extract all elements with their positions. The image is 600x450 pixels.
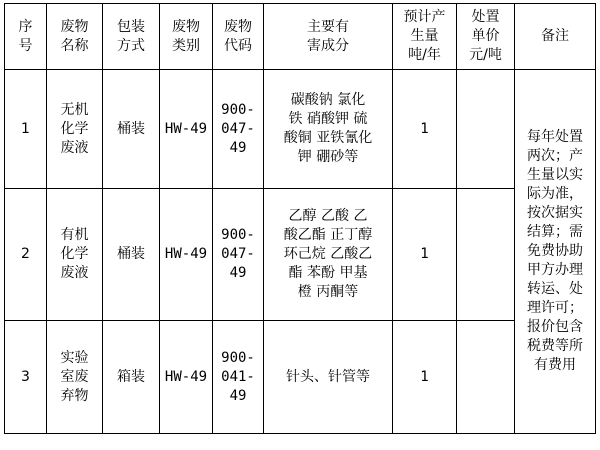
cell-waste-category: HW-49 xyxy=(160,321,213,434)
header-waste-name: 废物 名称 xyxy=(47,4,103,70)
header-remark: 备注 xyxy=(515,4,596,70)
cell-estimated-amount: 1 xyxy=(393,189,457,321)
cell-waste-code: 900- 041- 49 xyxy=(213,321,264,434)
header-waste-category: 废物 类别 xyxy=(160,4,213,70)
cell-waste-code: 900- 047- 49 xyxy=(213,70,264,189)
header-waste-code: 废物 代码 xyxy=(213,4,264,70)
cell-packing: 桶装 xyxy=(103,189,160,321)
cell-unit-price xyxy=(457,70,515,189)
cell-estimated-amount: 1 xyxy=(393,321,457,434)
cell-waste-name: 无机 化学 废液 xyxy=(47,70,103,189)
cell-estimated-amount: 1 xyxy=(393,70,457,189)
cell-no: 1 xyxy=(5,70,47,189)
table-row xyxy=(5,189,596,321)
header-estimated-amount: 预计产 生量 吨/年 xyxy=(393,4,457,70)
cell-no: 2 xyxy=(5,189,47,321)
header-hazardous-components: 主要有 害成分 xyxy=(264,4,393,70)
header-packing: 包装 方式 xyxy=(103,4,160,70)
cell-waste-category: HW-49 xyxy=(160,70,213,189)
cell-waste-category: HW-49 xyxy=(160,189,213,321)
table-row xyxy=(5,321,596,434)
hazardous-waste-table xyxy=(4,3,596,434)
cell-waste-code: 900- 047- 49 xyxy=(213,189,264,321)
header-unit-price: 处置 单价 元/吨 xyxy=(457,4,515,70)
table-row xyxy=(5,70,596,189)
cell-unit-price xyxy=(457,321,515,434)
cell-packing: 箱装 xyxy=(103,321,160,434)
cell-packing: 桶装 xyxy=(103,70,160,189)
cell-no: 3 xyxy=(5,321,47,434)
cell-remark: 每年处置 两次；产 生量以实 际为准， 按次据实 结算；需 免费协助 甲方办理 转运、处 理许可； 报价包含 税费等所 有费用 xyxy=(515,70,596,434)
cell-hazardous-components: 碳酸钠 氯化 铁 硝酸钾 硫 酸铜 亚铁氰化 钾 硼砂等 xyxy=(264,70,393,189)
cell-hazardous-components: 乙醇 乙酸 乙 酸乙酯 正丁醇 环己烷 乙酸乙 酯 苯酚 甲基 橙 丙酮等 xyxy=(264,189,393,321)
cell-waste-name: 实验 室废 弃物 xyxy=(47,321,103,434)
header-row xyxy=(5,4,596,70)
cell-waste-name: 有机 化学 废液 xyxy=(47,189,103,321)
cell-unit-price xyxy=(457,189,515,321)
cell-hazardous-components: 针头、针管等 xyxy=(264,321,393,434)
header-no: 序 号 xyxy=(5,4,47,70)
